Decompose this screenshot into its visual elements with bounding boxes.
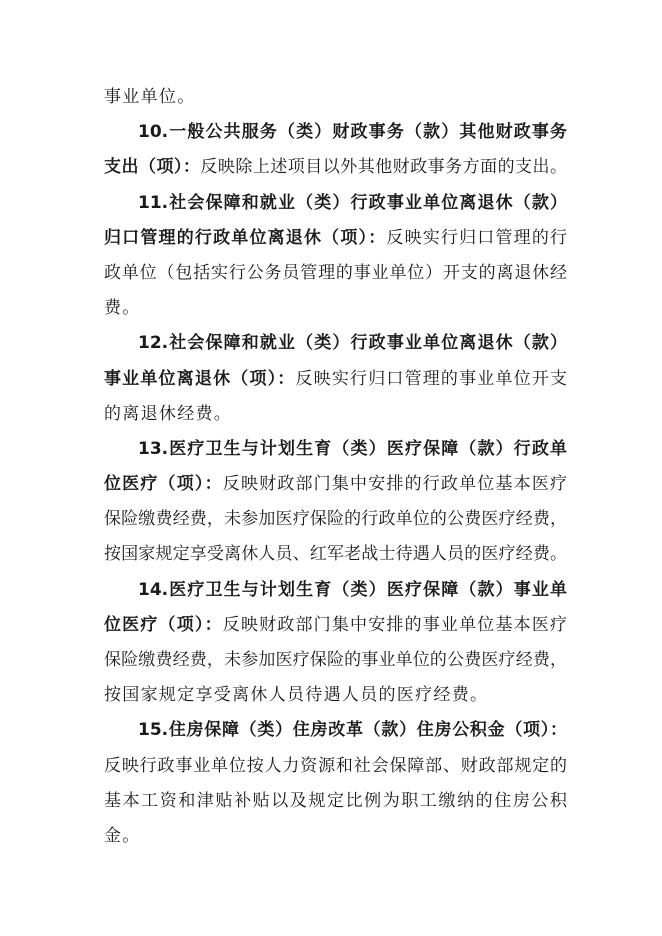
item-10-heading bbox=[104, 115, 567, 150]
text-line bbox=[104, 150, 567, 185]
bold-text: 11.社会保障和就业（类）行政事业单位离退休（款） bbox=[138, 192, 567, 213]
body-text: 事业单位。 bbox=[104, 87, 196, 107]
text-line bbox=[104, 608, 567, 643]
text-line bbox=[104, 291, 567, 326]
body-text: 基本工资和津贴补贴以及规定比例为职工缴纳的住房公积 bbox=[104, 790, 567, 811]
text-line bbox=[104, 362, 567, 397]
body-text: 的离退休经费。 bbox=[104, 403, 233, 424]
bold-text: 14.医疗卫生与计划生育（类）医疗保障（款）事业单 bbox=[138, 579, 567, 600]
text-line bbox=[104, 80, 567, 115]
text-line bbox=[104, 397, 567, 432]
bold-text: 归口管理的行政单位离退休（项）： bbox=[104, 227, 387, 248]
item-12-heading bbox=[104, 326, 567, 361]
item-13-heading bbox=[104, 432, 567, 467]
text-line bbox=[104, 256, 567, 291]
body-text: 金。 bbox=[104, 825, 141, 846]
body-text: 政单位（包括实行公务员管理的事业单位）开支的离退休经 bbox=[104, 262, 567, 283]
body-text: 按国家规定享受离休人员待遇人员的医疗经费。 bbox=[104, 685, 489, 706]
body-text: 反映除上述项目以外其他财政事务方面的支出。 bbox=[200, 157, 568, 178]
bold-text: 支出（项）： bbox=[104, 157, 201, 178]
body-text: 反映行政事业单位按人力资源和社会保障部、财政部规定的 bbox=[104, 755, 567, 776]
body-text: 保险缴费经费，未参加医疗保险的行政单位的公费医疗经费， bbox=[104, 509, 567, 530]
body-text: 费。 bbox=[104, 298, 141, 319]
bold-text: 15.住房保障（类）住房改革（款）住房公积金（项）： bbox=[138, 720, 567, 741]
text-line bbox=[104, 784, 567, 819]
bold-text: 事业单位离退休（项）： bbox=[104, 368, 296, 389]
body-text: 反映财政部门集中安排的行政单位基本医疗 bbox=[222, 474, 568, 495]
text-line bbox=[104, 643, 567, 678]
text-line bbox=[104, 819, 567, 854]
bold-text: 10.一般公共服务（类）财政事务（款）其他财政事务 bbox=[138, 122, 567, 143]
text-line bbox=[104, 467, 567, 502]
bold-text: 位医疗（项）： bbox=[104, 474, 223, 495]
text-line bbox=[104, 678, 567, 713]
item-11-heading bbox=[104, 186, 567, 221]
body-text: 反映实行归口管理的事业单位开支 bbox=[295, 368, 568, 389]
bold-text: 位医疗（项）： bbox=[104, 614, 223, 635]
text-line bbox=[104, 749, 567, 784]
text-line bbox=[104, 502, 567, 537]
body-text: 反映财政部门集中安排的事业单位基本医疗 bbox=[222, 614, 568, 635]
item-15-heading bbox=[104, 713, 567, 748]
item-14-heading bbox=[104, 573, 567, 608]
bold-text: 12.社会保障和就业（类）行政事业单位离退休（款） bbox=[138, 333, 567, 354]
body-text: 保险缴费经费，未参加医疗保险的事业单位的公费医疗经费， bbox=[104, 650, 567, 670]
body-text: 反映实行归口管理的行 bbox=[386, 227, 568, 248]
text-line bbox=[104, 537, 567, 572]
bold-text: 13.医疗卫生与计划生育（类）医疗保障（款）行政单 bbox=[138, 438, 567, 459]
text-line bbox=[104, 221, 567, 256]
body-text: 按国家规定享受离休人员、红军老战士待遇人员的医疗经费。 bbox=[104, 544, 567, 565]
